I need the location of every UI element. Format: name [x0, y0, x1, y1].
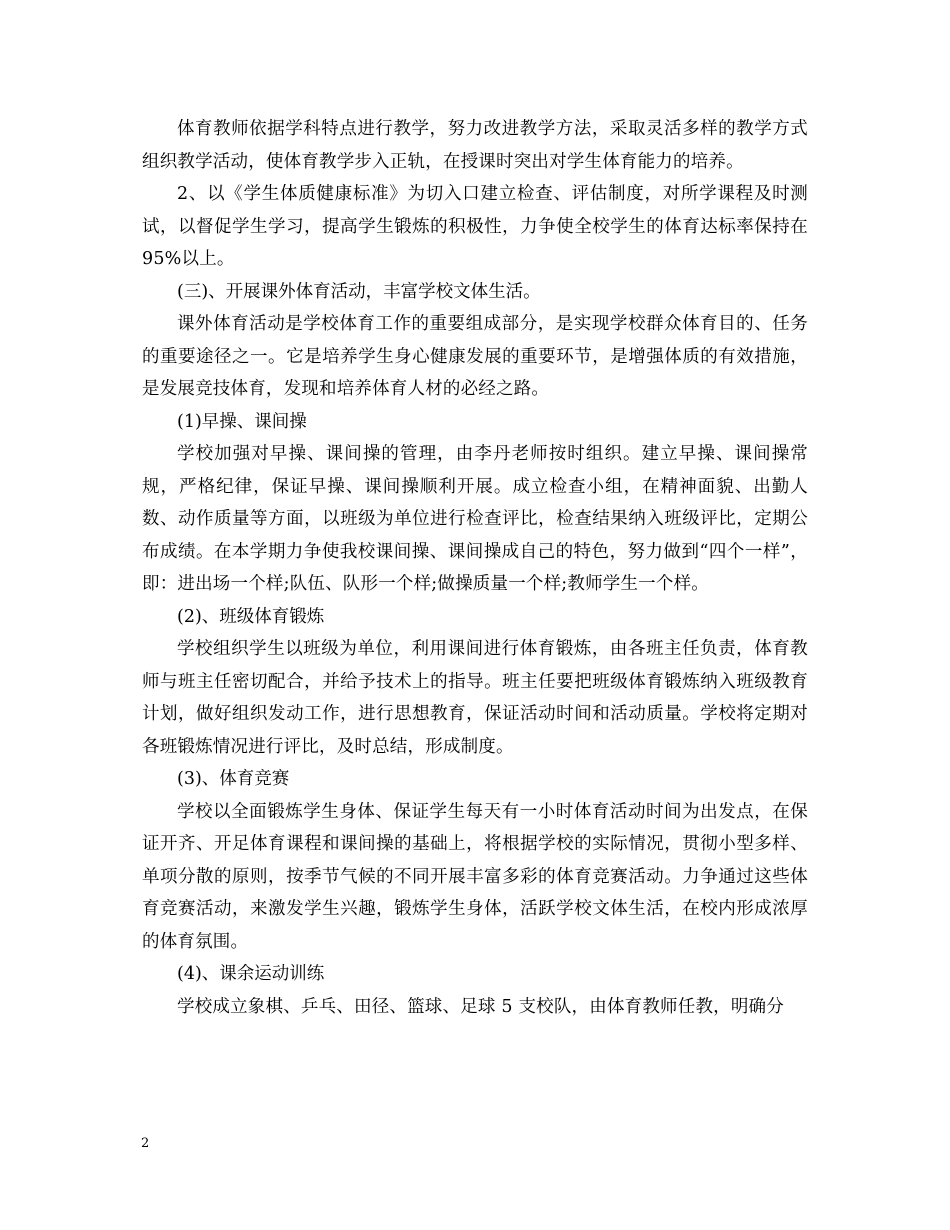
paragraph-teaching-methods: 体育教师依据学科特点进行教学，努力改进教学方法，采取灵活多样的教学方式组织教学活动，使体育教学步入正轨，在授课时突出对学生体育能力的培养。	[142, 119, 808, 172]
subheading-morning-exercise: (1)早操、课间操	[177, 411, 307, 432]
subheading-class-exercise: (2)、班级体育锻炼	[177, 606, 325, 627]
section-heading-extracurricular: (三)、开展课外体育活动，丰富学校文体生活。	[177, 281, 541, 302]
subheading-after-school-training: (4)、课余运动训练	[177, 964, 325, 984]
paragraph-sports-competition: 学校以全面锻炼学生身体、保证学生每天有一小时体育活动时间为出发点，在保证开齐、开足体育课程和课间操的基础上，将根据学校的实际情况，贯彻小型多样、单项分散的原则，按季节气候的不同开展丰富多彩的体育竞赛活动。力争通过这些体育竞赛活动，来激发学生兴趣，锻炼学生身体，活跃学校文体生活，在校内形成浓厚的体育氛围。	[142, 801, 808, 952]
paragraph-morning-exercise: 学校加强对早操、课间操的管理，由李丹老师按时组织。建立早操、课间操常规，严格纪律，保证早操、课间操顺利开展。成立检查小组，在精神面貌、出勤人数、动作质量等方面，以班级为单位进行检查评比，检查结果纳入班级评比，定期公布成绩。在本学期力争使我校课间操、课间操成自己的特色，努力做到“四个一样”，即：进出场一个样;队伍、队形一个样;做操质量一个样;教师学生一个样。	[142, 444, 808, 594]
paragraph-health-standard: 2、以《学生体质健康标准》为切入口建立检查、评估制度，对所学课程及时测试，以督促学生学习，提高学生锻炼的积极性，力争使全校学生的体育达标率保持在 95%以上。	[142, 184, 808, 269]
subheading-sports-competition: (3)、体育竞赛	[177, 769, 290, 789]
paragraph-extracurricular-intro: 课外体育活动是学校体育工作的重要组成部分，是实现学校群众体育目的、任务的重要途径之一。它是培养学生身心健康发展的重要环节，是增强体质的有效措施，是发展竞技体育，发现和培养体育人材的必经之路。	[142, 314, 808, 399]
page-number: 2	[141, 1136, 150, 1151]
paragraph-after-school-training: 学校成立象棋、乒乓、田径、篮球、足球 5 支校队，由体育教师任教，明确分	[177, 996, 784, 1017]
document-body	[142, 113, 808, 1023]
paragraph-class-exercise: 学校组织学生以班级为单位，利用课间进行体育锻炼，由各班主任负责，体育教师与班主任密切配合，并给予技术上的指导。班主任要把班级体育锻炼纳入班级教育计划，做好组织发动工作，进行思想教育，保证活动时间和活动质量。学校将定期对各班锻炼情况进行评比，及时总结，形成制度。	[142, 639, 808, 757]
